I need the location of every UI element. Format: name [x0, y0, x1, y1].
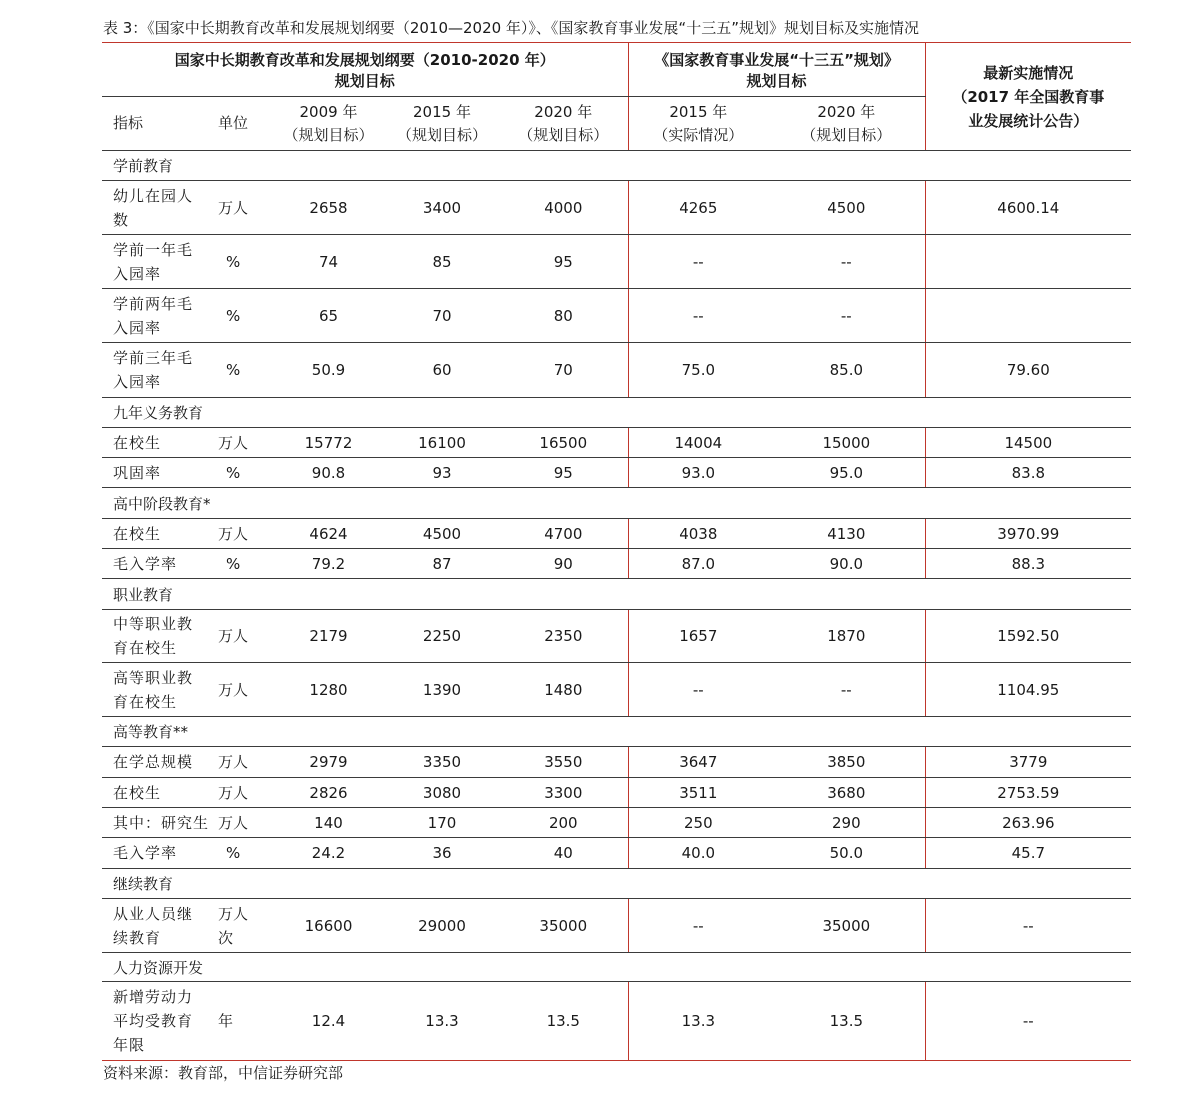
unit-cell [218, 808, 272, 838]
value-cell: 14004 [628, 428, 768, 458]
value-cell: 3970.99 [925, 519, 1131, 549]
section-title: 高等教育** [102, 717, 1131, 747]
value-cell: 60 [385, 343, 499, 398]
value-cell: 140 [272, 808, 385, 838]
indicator-label: 其中：研究生 [113, 813, 210, 832]
unit-label: 次 [218, 928, 234, 947]
value-cell: 95 [499, 458, 628, 488]
unit-cell [218, 519, 272, 549]
table-row [102, 549, 1131, 579]
indicator-label: 育在校生 [113, 692, 178, 711]
table-caption: 表 3：《国家中长期教育改革和发展规划纲要（2010—2020 年）》、《国家教育事业发展“十三五”规划》规划目标及实施情况 [103, 19, 919, 37]
unit-cell [218, 778, 272, 808]
value-cell [925, 235, 1131, 289]
value-cell: 4130 [768, 519, 925, 549]
value-cell: 16600 [272, 899, 385, 953]
table-row [102, 838, 1131, 869]
value-cell: -- [768, 663, 925, 717]
value-cell: 14500 [925, 428, 1131, 458]
table-row [102, 747, 1131, 778]
value-cell: 40.0 [628, 838, 768, 869]
unit-cell [218, 235, 272, 289]
value-cell: -- [768, 289, 925, 343]
value-cell: 45.7 [925, 838, 1131, 869]
indicator-cell [102, 899, 218, 953]
table-row [102, 899, 1131, 953]
unit-cell [218, 982, 272, 1061]
unit-label: % [226, 554, 241, 573]
table-row [102, 663, 1131, 717]
indicator-label: 中等职业教 [113, 615, 194, 633]
unit-label: 万人 [218, 813, 249, 832]
indicator-cell [102, 838, 218, 869]
value-cell: 70 [385, 289, 499, 343]
header-latest-status-line1: 最新实施情况 [983, 63, 1074, 82]
indicator-cell [102, 663, 218, 717]
indicator-label: 从业人员继 [113, 904, 194, 923]
value-cell: 4500 [768, 181, 925, 235]
unit-label: 万人 [218, 680, 249, 699]
value-cell [925, 289, 1131, 343]
value-cell: 35000 [768, 899, 925, 953]
indicator-label: 新增劳动力 [113, 988, 194, 1006]
section-row [102, 717, 1131, 747]
value-cell: 87 [385, 549, 499, 579]
value-cell: 4700 [499, 519, 628, 549]
header-group-outline-line2: 规划目标 [334, 71, 395, 90]
section-title: 高中阶段教育* [102, 488, 1131, 519]
table-row [102, 778, 1131, 808]
indicator-cell [102, 982, 218, 1061]
section-title: 职业教育 [102, 579, 1131, 610]
indicator-label: 数 [113, 210, 130, 229]
value-cell: -- [628, 899, 768, 953]
col-header-2020-13th-plan [768, 97, 925, 151]
indicator-label: 育在校生 [113, 639, 178, 657]
value-cell: 2179 [272, 610, 385, 663]
value-cell: 290 [768, 808, 925, 838]
unit-label: 万人 [218, 433, 249, 452]
value-cell: 40 [499, 838, 628, 869]
table-row [102, 289, 1131, 343]
value-cell: 3779 [925, 747, 1131, 778]
col-header-2015-plan-note: （规划目标） [396, 125, 487, 144]
table-row [102, 982, 1131, 1061]
value-cell: 3511 [628, 778, 768, 808]
value-cell: 85.0 [768, 343, 925, 398]
section-title: 继续教育 [102, 869, 1131, 899]
indicator-label: 学前两年毛 [113, 294, 194, 313]
value-cell: 2979 [272, 747, 385, 778]
unit-cell [218, 289, 272, 343]
indicator-cell [102, 778, 218, 808]
indicator-label: 年限 [113, 1036, 146, 1054]
col-header-2020-13th-plan-year: 2020 年 [817, 102, 876, 121]
indicator-cell [102, 610, 218, 663]
value-cell: 79.60 [925, 343, 1131, 398]
value-cell: 1870 [768, 610, 925, 663]
value-cell: 1280 [272, 663, 385, 717]
header-group-outline-line1: 国家中长期教育改革和发展规划纲要（2010-2020 年） [174, 50, 555, 69]
value-cell: 93 [385, 458, 499, 488]
value-cell: 1480 [499, 663, 628, 717]
value-cell: 1390 [385, 663, 499, 717]
unit-label: 年 [218, 1012, 234, 1030]
value-cell: 90.0 [768, 549, 925, 579]
indicator-cell [102, 458, 218, 488]
value-cell: 3850 [768, 747, 925, 778]
section-row [102, 151, 1131, 181]
value-cell: 4000 [499, 181, 628, 235]
indicator-label: 在校生 [113, 783, 162, 802]
indicator-label: 在学总规模 [113, 753, 194, 771]
indicator-label: 毛入学率 [113, 844, 178, 862]
table-row [102, 181, 1131, 235]
value-cell: 2250 [385, 610, 499, 663]
table-row [102, 458, 1131, 488]
value-cell: -- [628, 289, 768, 343]
value-cell: 15000 [768, 428, 925, 458]
value-cell: 2753.59 [925, 778, 1131, 808]
value-cell: 90.8 [272, 458, 385, 488]
col-header-2009-plan-year: 2009 年 [299, 102, 358, 121]
unit-cell [218, 343, 272, 398]
indicator-cell [102, 289, 218, 343]
source-note: 资料来源：教育部，中信证券研究部 [103, 1064, 344, 1082]
col-header-2020-plan-year: 2020 年 [534, 102, 593, 121]
col-header-unit: 单位 [218, 97, 272, 151]
value-cell: 2826 [272, 778, 385, 808]
col-header-2015-actual-note: （实际情况） [653, 125, 744, 144]
value-cell: 36 [385, 838, 499, 869]
value-cell: 250 [628, 808, 768, 838]
section-row [102, 488, 1131, 519]
header-latest-status-line3: 业发展统计公告） [968, 111, 1089, 130]
unit-label: 万人 [218, 783, 249, 802]
unit-label: % [226, 844, 241, 862]
header-latest-status [925, 43, 1131, 151]
col-header-2020-plan [499, 97, 628, 151]
col-header-2015-plan-year: 2015 年 [413, 102, 471, 121]
unit-cell [218, 549, 272, 579]
value-cell: 2350 [499, 610, 628, 663]
header-latest-status-line2: （2017 年全国教育事 [952, 87, 1105, 106]
indicator-cell [102, 519, 218, 549]
value-cell: 200 [499, 808, 628, 838]
value-cell: 263.96 [925, 808, 1131, 838]
header-group-outline [102, 43, 628, 97]
value-cell: 24.2 [272, 838, 385, 869]
value-cell: -- [768, 235, 925, 289]
section-title: 学前教育 [102, 151, 1131, 181]
value-cell: 1592.50 [925, 610, 1131, 663]
table-row [102, 808, 1131, 838]
value-cell: 15772 [272, 428, 385, 458]
unit-label: 万人 [218, 904, 249, 923]
indicator-label: 在校生 [113, 524, 162, 543]
value-cell: 79.2 [272, 549, 385, 579]
unit-label: 万人 [218, 524, 249, 543]
value-cell: -- [925, 899, 1131, 953]
value-cell: 93.0 [628, 458, 768, 488]
table-row [102, 343, 1131, 398]
unit-label: 万人 [218, 627, 249, 645]
indicator-label: 在校生 [113, 433, 162, 452]
value-cell: 35000 [499, 899, 628, 953]
value-cell: 4265 [628, 181, 768, 235]
value-cell: 3350 [385, 747, 499, 778]
value-cell: 29000 [385, 899, 499, 953]
education-plan-table [102, 42, 1131, 1061]
col-header-2009-plan-note: （规划目标） [283, 125, 374, 144]
value-cell: 95 [499, 235, 628, 289]
value-cell: 3400 [385, 181, 499, 235]
value-cell: 3300 [499, 778, 628, 808]
section-title: 人力资源开发 [102, 953, 1131, 982]
section-row [102, 579, 1131, 610]
indicator-label: 入园率 [113, 264, 162, 283]
value-cell: 2658 [272, 181, 385, 235]
unit-label: % [226, 306, 241, 325]
section-row [102, 953, 1131, 982]
unit-label: % [226, 361, 241, 379]
section-row [102, 869, 1131, 899]
indicator-label: 毛入学率 [113, 554, 178, 573]
section-row [102, 398, 1131, 428]
col-header-2015-plan [385, 97, 499, 151]
indicator-label: 入园率 [113, 373, 162, 391]
value-cell: 13.5 [499, 982, 628, 1061]
header-group-13th-plan-line2: 规划目标 [746, 71, 807, 90]
value-cell: 13.3 [628, 982, 768, 1061]
table-row [102, 519, 1131, 549]
value-cell: 87.0 [628, 549, 768, 579]
section-title: 九年义务教育 [102, 398, 1131, 428]
value-cell: 1657 [628, 610, 768, 663]
table-row [102, 610, 1131, 663]
indicator-cell [102, 181, 218, 235]
indicator-label: 学前三年毛 [113, 349, 194, 367]
indicator-label: 平均受教育 [113, 1012, 194, 1030]
value-cell: 50.9 [272, 343, 385, 398]
unit-cell [218, 663, 272, 717]
indicator-label: 入园率 [113, 318, 162, 337]
table-row [102, 428, 1131, 458]
value-cell: 1104.95 [925, 663, 1131, 717]
indicator-cell [102, 549, 218, 579]
header-group-13th-plan [628, 43, 925, 97]
indicator-cell [102, 343, 218, 398]
value-cell: 65 [272, 289, 385, 343]
indicator-label: 续教育 [113, 928, 162, 947]
indicator-cell [102, 428, 218, 458]
header-group-13th-plan-line1: 《国家教育事业发展“十三五”规划》 [654, 50, 899, 69]
indicator-cell [102, 808, 218, 838]
col-header-2015-actual [628, 97, 768, 151]
indicator-label: 巩固率 [113, 463, 162, 482]
value-cell: -- [628, 663, 768, 717]
value-cell: 13.3 [385, 982, 499, 1061]
value-cell: 85 [385, 235, 499, 289]
value-cell: 3080 [385, 778, 499, 808]
value-cell: 4500 [385, 519, 499, 549]
value-cell: 88.3 [925, 549, 1131, 579]
unit-label: 万人 [218, 753, 249, 771]
indicator-cell [102, 235, 218, 289]
col-header-2020-plan-note: （规划目标） [518, 125, 609, 144]
value-cell: 74 [272, 235, 385, 289]
unit-cell [218, 181, 272, 235]
value-cell: 50.0 [768, 838, 925, 869]
value-cell: -- [925, 982, 1131, 1061]
value-cell: 90 [499, 549, 628, 579]
unit-cell [218, 610, 272, 663]
value-cell: 13.5 [768, 982, 925, 1061]
unit-cell [218, 458, 272, 488]
value-cell: 3680 [768, 778, 925, 808]
col-header-2009-plan [272, 97, 385, 151]
unit-label: 万人 [218, 198, 249, 217]
value-cell: 83.8 [925, 458, 1131, 488]
value-cell: -- [628, 235, 768, 289]
col-header-indicator: 指标 [102, 97, 218, 151]
unit-label: % [226, 252, 241, 271]
col-header-2020-13th-plan-note: （规划目标） [801, 125, 892, 144]
table-body [102, 151, 1131, 1061]
table-row [102, 235, 1131, 289]
value-cell: 80 [499, 289, 628, 343]
value-cell: 95.0 [768, 458, 925, 488]
value-cell: 4624 [272, 519, 385, 549]
value-cell: 4038 [628, 519, 768, 549]
value-cell: 4600.14 [925, 181, 1131, 235]
unit-label: % [226, 463, 241, 482]
unit-cell [218, 899, 272, 953]
value-cell: 70 [499, 343, 628, 398]
header-row-groups [102, 43, 1131, 97]
value-cell: 16500 [499, 428, 628, 458]
indicator-label: 学前一年毛 [113, 240, 194, 259]
unit-cell [218, 428, 272, 458]
value-cell: 3647 [628, 747, 768, 778]
indicator-label: 高等职业教 [113, 668, 194, 687]
indicator-cell [102, 747, 218, 778]
unit-cell [218, 838, 272, 869]
value-cell: 170 [385, 808, 499, 838]
indicator-label: 幼儿在园人 [113, 186, 194, 205]
value-cell: 3550 [499, 747, 628, 778]
value-cell: 16100 [385, 428, 499, 458]
unit-cell [218, 747, 272, 778]
value-cell: 12.4 [272, 982, 385, 1061]
value-cell: 75.0 [628, 343, 768, 398]
col-header-2015-actual-year: 2015 年 [669, 102, 728, 121]
